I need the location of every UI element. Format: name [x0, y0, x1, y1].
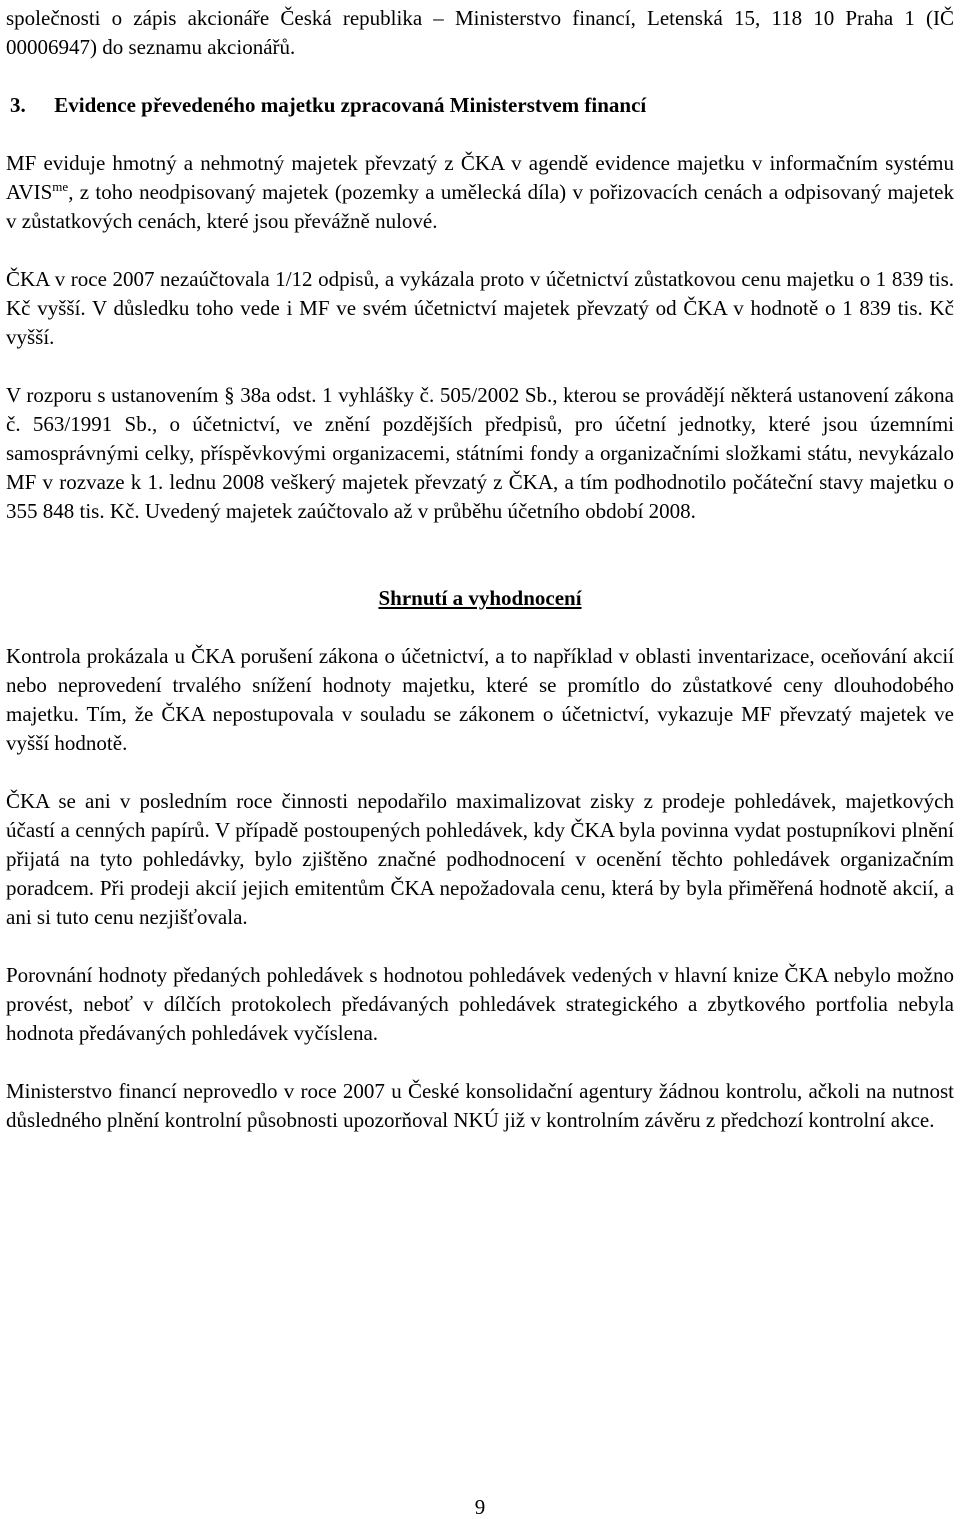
summary-title: Shrnutí a vyhodnocení [378, 586, 582, 610]
superscript: me [52, 179, 69, 194]
document-page [6, 0, 954, 1135]
paragraph-text: MF eviduje hmotný a nehmotný majetek převzatý z ČKA v agendě evidence majetku v informačním systému AVIS [6, 151, 954, 204]
summary-paragraph-1: Kontrola prokázala u ČKA porušení zákona o účetnictví, a to například v oblasti inventarizace, oceňování akcií nebo neprovedení trvalého snížení hodnoty majetku, které se promítlo do zůstatkové ceny dlouhodobého majetku. Tím, že ČKA nepostupovala v souladu se zákonem o účetnictví, vykazuje MF převzatý majetek ve vyšší hodnotě. [6, 644, 954, 755]
section-3-heading [6, 91, 954, 120]
page-number: 9 [474, 1495, 486, 1519]
section-number: 3. [10, 93, 26, 117]
paragraph-avis [6, 149, 954, 236]
summary-paragraph-2: ČKA se ani v posledním roce činnosti nepodařilo maximalizovat zisky z prodeje pohledávek, majetkových účastí a cenných papírů. V případě postoupených pohledávek, kdy ČKA byla povinna vydat postupníkovi plnění přijatá na tyto pohledávky, bylo zjištěno značné podhodnocení v ocenění těchto pohledávek organizačním poradcem. Při prodeji akcií jejich emitentům ČKA nepožadovala cenu, která by byla přiměřená hodnotě akcií, a ani si tuto cenu nezjišťovala. [6, 789, 954, 929]
section-title: Evidence převedeného majetku zpracovaná Ministerstvem financí [54, 93, 647, 117]
intro-paragraph: společnosti o zápis akcionáře Česká republika – Ministerstvo financí, Letenská 15, 118 10 Praha 1 (IČ 00006947) do seznamu akcionářů. [6, 6, 954, 59]
paragraph-violation: V rozporu s ustanovením § 38a odst. 1 vyhlášky č. 505/2002 Sb., kterou se provádějí některá ustanovení zákona č. 563/1991 Sb., o účetnictví, ve znění pozdějších předpisů, pro účetní jednotky, které jsou územními samosprávnými celky, příspěvkovými organizacemi, státními fondy a organizačními složkami státu, nevykázalo MF v rozvaze k 1. lednu 2008 veškerý majetek převzatý z ČKA, a tím podhodnotilo počáteční stavy majetku o 355 848 tis. Kč. Uvedený majetek zaúčtovalo až v průběhu účetního období 2008. [6, 383, 954, 523]
summary-paragraph-3: Porovnání hodnoty předaných pohledávek s hodnotou pohledávek vedených v hlavní knize ČKA nebylo možno provést, neboť v dílčích protokolech předávaných pohledávek strategického a zbytkového portfolia nebyla hodnota předávaných pohledávek vyčíslena. [6, 963, 954, 1045]
summary-paragraph-4: Ministerstvo financí neprovedlo v roce 2007 u České konsolidační agentury žádnou kontrolu, ačkoli na nutnost důsledného plnění kontrolní působnosti upozorňoval NKÚ již v kontrolním závěru z předchozí kontrolní akce. [6, 1079, 954, 1132]
paragraph-text: , z toho neodpisovaný majetek (pozemky a umělecká díla) v pořizovacích cenách a odpisovaný majetek v zůstatkových cenách, které jsou převážně nulové. [6, 180, 954, 233]
paragraph-depreciation: ČKA v roce 2007 nezaúčtovala 1/12 odpisů, a vykázala proto v účetnictví zůstatkovou cenu majetku o 1 839 tis. Kč vyšší. V důsledku toho vede i MF ve svém účetnictví majetek převzatý od ČKA v hodnotě o 1 839 tis. Kč vyšší. [6, 267, 954, 349]
